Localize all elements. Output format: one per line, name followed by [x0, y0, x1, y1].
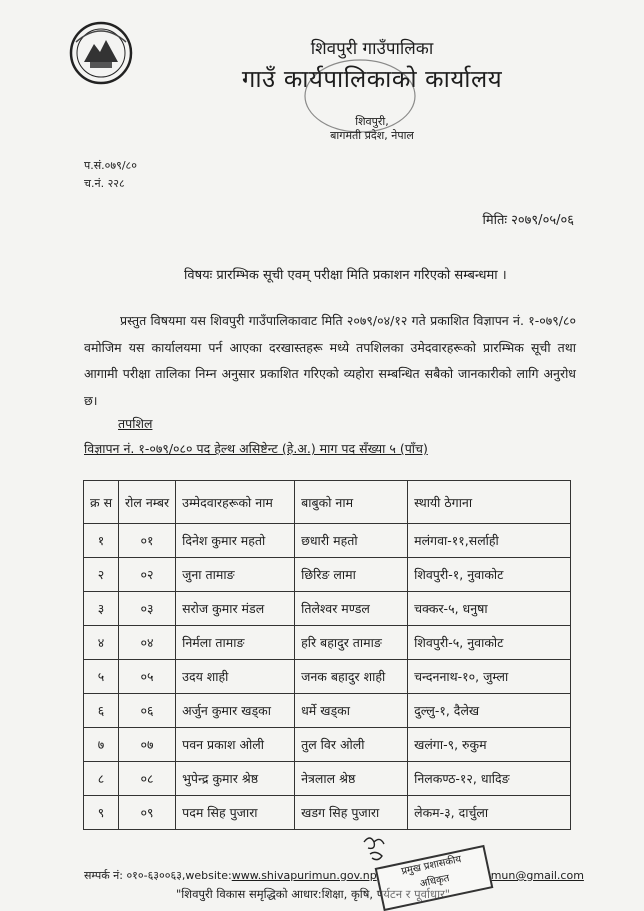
cell-name: पदम सिह पुजारा — [176, 796, 295, 830]
cell-roll: ०१ — [119, 524, 176, 558]
office-address-line2: बागमती प्रदेश, नेपाल — [330, 129, 414, 142]
vigyapan-line: विज्ञापन नं. १-०७९/०८० पद हेल्थ असिष्टेन्ट (हे.अ.) माग पद सँख्या ५ (पाँच) — [84, 441, 428, 456]
header-address: स्थायी ठेगाना — [408, 481, 571, 524]
letter-body: प्रस्तुत विषयमा यस शिवपुरी गाउँपालिकावाट मिति २०७९/०४/१२ गते प्रकाशित विज्ञापन नं. १-०७९/८० वमोजिम यस कार्यालयमा पर्न आएका दरखास्तहरू मध्ये तपशिलका उमेदवारहरूको प्रारम्भिक सूची तथा आगामी परीक्षा तालिका निम्न अनुसार प्रकाशित गरिएको व्यहोरा सम्बन्धित सबैको जानकारीको लागि अनुरोध छ। — [84, 313, 576, 408]
cell-sn: ५ — [84, 660, 119, 694]
letter-date: मितिः २०७९/०५/०६ — [482, 213, 574, 228]
cell-sn: ३ — [84, 592, 119, 626]
table-row — [84, 694, 571, 728]
cell-father: धर्मे खड्का — [295, 694, 408, 728]
stamp-line2: अधिकृत — [419, 872, 451, 890]
contact-prefix: सम्पर्क नं: ०१०-६३००६३,website: — [84, 869, 232, 882]
table-row — [84, 796, 571, 830]
office-address-line1: शिवपुरी, — [355, 115, 389, 128]
cell-address: मलंगवा-११,सर्लाही — [408, 524, 571, 558]
cell-address: दुल्लु-१, दैलेख — [408, 694, 571, 728]
cell-name: दिनेश कुमार महतो — [176, 524, 295, 558]
header-sn: क्र स — [84, 481, 119, 524]
table-row — [84, 524, 571, 558]
tapsil-heading: तपशिल — [118, 416, 153, 431]
cell-sn: ७ — [84, 728, 119, 762]
cell-roll: ०२ — [119, 558, 176, 592]
cell-father: छिरिङ लामा — [295, 558, 408, 592]
cell-address: शिवपुरी-५, नुवाकोट — [408, 626, 571, 660]
table-row — [84, 626, 571, 660]
signature-icon — [360, 832, 390, 864]
cell-father: हरि बहादुर तामाङ — [295, 626, 408, 660]
cell-father: नेत्रलाल श्रेष्ठ — [295, 762, 408, 796]
cell-sn: ४ — [84, 626, 119, 660]
candidate-table — [83, 480, 571, 830]
cell-roll: ०३ — [119, 592, 176, 626]
cell-father: तिलेश्वर मण्डल — [295, 592, 408, 626]
table-header-row — [84, 481, 571, 524]
table-row — [84, 728, 571, 762]
cell-address: निलकण्ठ-१२, धादिङ — [408, 762, 571, 796]
cell-sn: ८ — [84, 762, 119, 796]
cell-father: जनक बहादुर शाही — [295, 660, 408, 694]
cell-name: निर्मला तामाङ — [176, 626, 295, 660]
cell-roll: ०७ — [119, 728, 176, 762]
header-name: उम्मेदवारहरूको नाम — [176, 481, 295, 524]
cell-name: जुना तामाङ — [176, 558, 295, 592]
cell-address: चक्कर-५, धनुषा — [408, 592, 571, 626]
cell-name: अर्जुन कुमार खड्का — [176, 694, 295, 728]
contact-line — [84, 868, 584, 883]
office-name: गाउँ कार्यपालिकाको कार्यालय — [241, 65, 503, 93]
cell-roll: ०९ — [119, 796, 176, 830]
patra-sankhya: प.सं.०७९/८० — [84, 159, 137, 172]
cell-father: खडग सिह पुजारा — [295, 796, 408, 830]
cell-roll: ०५ — [119, 660, 176, 694]
cell-name: उदय शाही — [176, 660, 295, 694]
cell-roll: ०६ — [119, 694, 176, 728]
header-roll: रोल नम्बर — [119, 481, 176, 524]
municipality-name: शिवपुरी गाउँपालिका — [310, 39, 434, 59]
cell-name: भुपेन्द्र कुमार श्रेष्ठ — [176, 762, 295, 796]
cell-name: सरोज कुमार मंडल — [176, 592, 295, 626]
table-row — [84, 762, 571, 796]
website-link[interactable]: www.shivapurimun.gov.np — [231, 869, 377, 882]
office-seal-icon — [300, 56, 420, 136]
cell-sn: ६ — [84, 694, 119, 728]
cell-address: खलंगा-९, रुकुम — [408, 728, 571, 762]
cell-father: छधारी महतो — [295, 524, 408, 558]
table-row — [84, 558, 571, 592]
letter-subject: विषयः प्रारम्भिक सूची एवम् परीक्षा मिति प्रकाशन गरिएको सम्बन्धमा । — [184, 268, 507, 283]
cell-sn: ९ — [84, 796, 119, 830]
cell-father: तुल विर ओली — [295, 728, 408, 762]
cell-roll: ०४ — [119, 626, 176, 660]
slogan: "शिवपुरी विकास समृद्धिको आधार:शिक्षा, कृषि, पर्यटन र पूर्वाधार" — [176, 887, 451, 901]
cell-sn: २ — [84, 558, 119, 592]
cell-address: शिवपुरी-१, नुवाकोट — [408, 558, 571, 592]
cell-address: लेकम-३, दार्चुला — [408, 796, 571, 830]
cell-roll: ०८ — [119, 762, 176, 796]
header-father: बाबुको नाम — [295, 481, 408, 524]
cell-address: चन्दननाथ-१०, जुम्ला — [408, 660, 571, 694]
table-row — [84, 660, 571, 694]
email-link[interactable]: mun@gmail.com — [490, 869, 584, 882]
table-row — [84, 592, 571, 626]
cell-sn: १ — [84, 524, 119, 558]
chalani-number: च.नं. २२८ — [84, 177, 125, 190]
cell-name: पवन प्रकाश ओली — [176, 728, 295, 762]
stamp-line1: प्रमुख प्रशासकीय — [400, 854, 463, 878]
